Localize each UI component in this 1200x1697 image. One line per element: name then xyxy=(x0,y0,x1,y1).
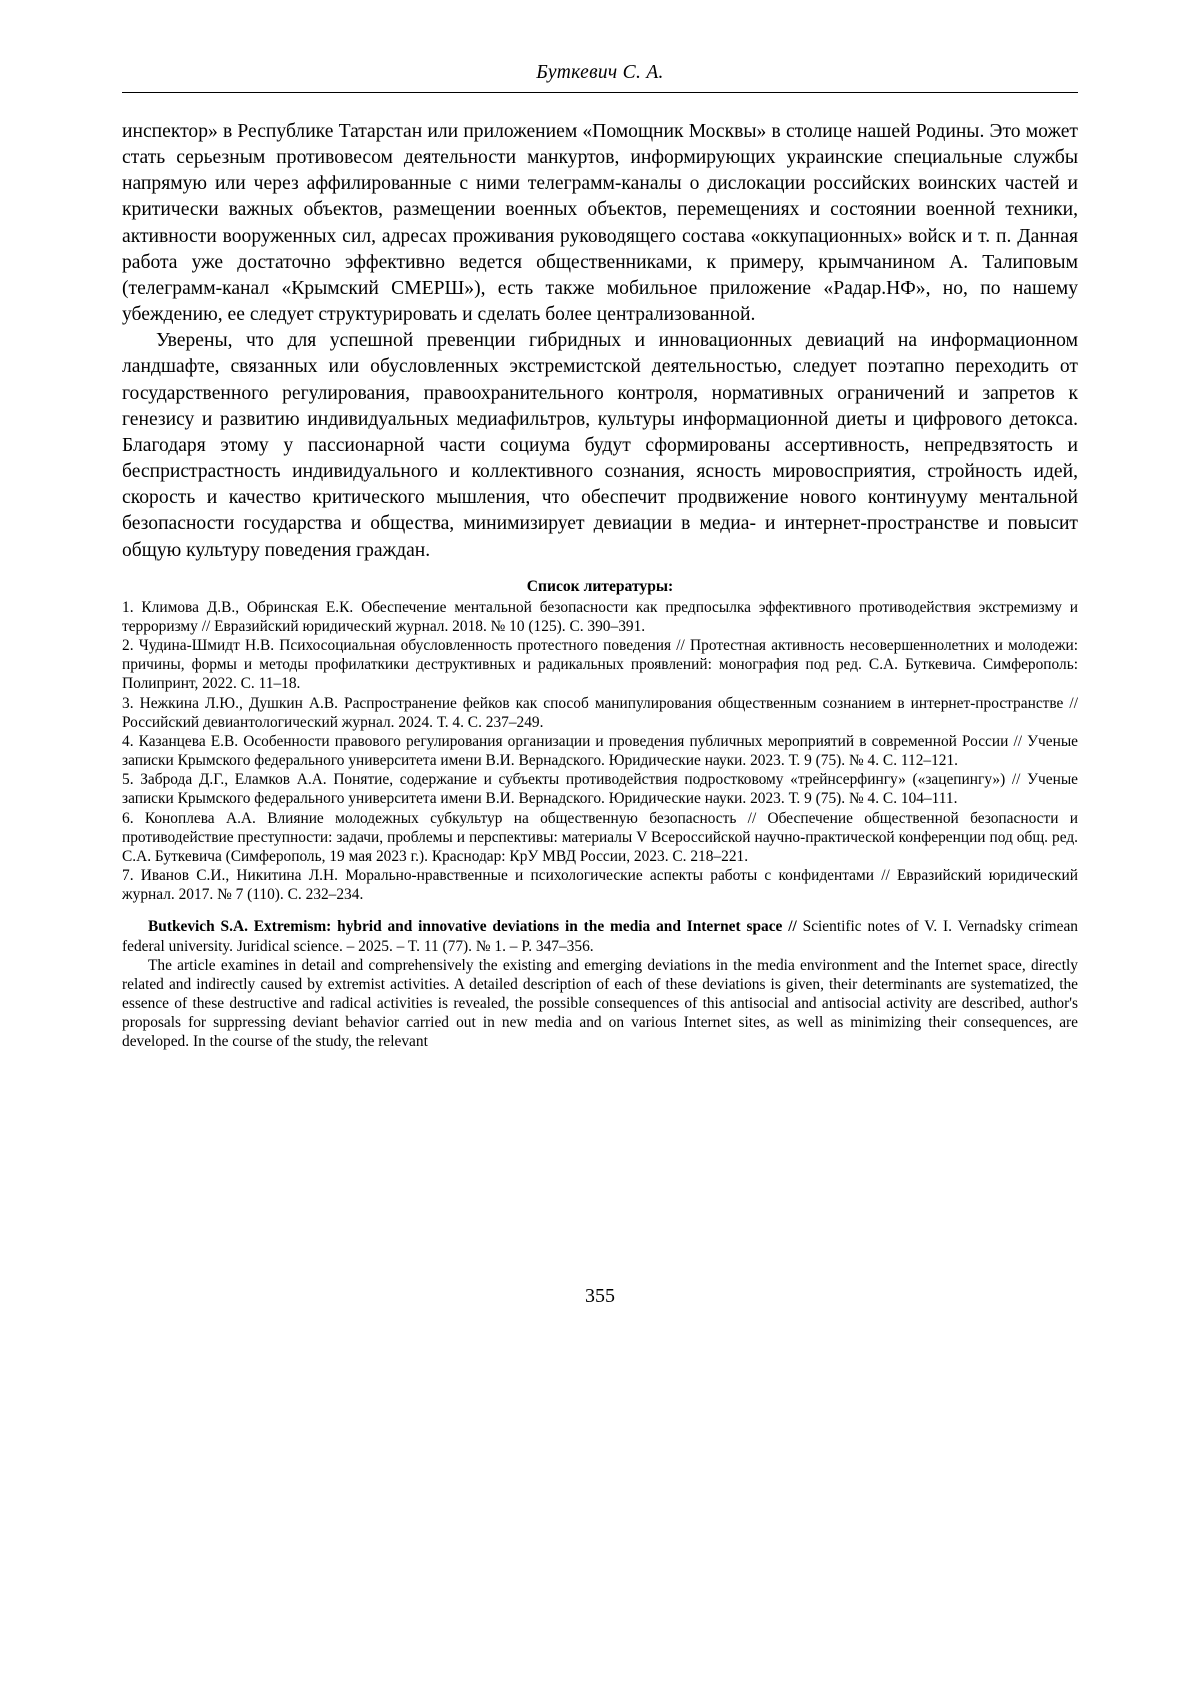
references-list xyxy=(122,598,1078,905)
english-abstract xyxy=(122,917,1078,1051)
body-text xyxy=(122,119,1078,564)
references-heading: Список литературы: xyxy=(526,577,674,595)
running-head: Буткевич С. А. xyxy=(536,62,664,83)
header-divider xyxy=(122,92,1078,93)
reference-item: 2. Чудина-Шмидт Н.В. Психосоциальная обусловленность протестного поведения // Протестная активность несовершеннолетних и молодежи: причины, формы и методы профилаткики деструктивных и радикальных проявлений: монография под ред. С.А. Буткевича. Симферополь: Полипринт, 2022. С. 11–18. xyxy=(122,637,1078,693)
paragraph: инспектор» в Республике Татарстан или приложением «Помощник Москвы» в столице нашей Родины. Это может стать серьезным противовесом деятельности манкуртов, информирующих украинские специальные службы напрямую или через аффилированные с ними телеграмм-каналы о дислокации российских воинских частей и критически важных объектов, размещении военных объектов, перемещениях и состоянии военной техники, активности вооруженных сил, адресах проживания руководящего состава «оккупационных» войск и т. п. Данная работа уже достаточно эффективно ведется общественниками, к примеру, крымчанином А. Талиповым (телеграмм-канал «Крымский СМЕРШ»), есть также мобильное приложение «Радар.НФ», но, по нашему убеждению, ее следует структурировать и сделать более централизованной. xyxy=(122,121,1078,326)
paragraph: Уверены, что для успешной превенции гибридных и инновационных девиаций на информационном ландшафте, связанных или обусловленных экстремистской деятельностью, следует поэтапно переходить от государственного регулирования, правоохранительного контроля, нормативных ограничений и запретов к генезису и развитию индивидуальных медиафильтров, культуры информационной диеты и цифрового детокса. Благодаря этому у пассионарной части социума будут сформированы ассертивность, непредвзятость и беспристрастность индивидуального и коллективного сознания, ясность мировосприятия, стройность идей, скорость и качество критического мышления, что обеспечит продвижение нового континууму ментальной безопасности государства и общества, минимизирует девиации в медиа- и интернет-пространстве и повысит общую культуру поведения граждан. xyxy=(122,330,1078,561)
reference-item: 5. Заброда Д.Г., Еламков А.А. Понятие, содержание и субъекты противодействия подростковому «трейнсерфингу» («зацепингу») // Ученые записки Крымского федерального университета имени В.И. Вернадского. Юридические науки. 2023. Т. 9 (75). № 4. С. 104–111. xyxy=(122,771,1078,808)
page-number: 355 xyxy=(585,1285,615,1307)
english-citation-bold: Butkevich S.A. Extremism: hybrid and innovative deviations in the media and Internet space // xyxy=(148,918,797,936)
reference-item: 4. Казанцева Е.В. Особенности правового регулирования организации и проведения публичных мероприятий в современной России // Ученые записки Крымского федерального университета имени В.И. Вернадского. Юридические науки. 2023. Т. 9 (75). № 4. С. 112–121. xyxy=(122,732,1078,770)
english-citation xyxy=(122,917,1078,955)
reference-item: 7. Иванов С.И., Никитина Л.Н. Морально-нравственные и психологические аспекты работы с конфидентами // Евразийский юридический журнал. 2017. № 7 (110). С. 232–234. xyxy=(122,867,1078,904)
reference-item: 1. Климова Д.В., Обринская Е.К. Обеспечение ментальной безопасности как предпосылка эффективного противодействия экстремизму и терроризму // Евразийский юридический журнал. 2018. № 10 (125). С. 390–391. xyxy=(122,598,1078,635)
english-citation-rest: Scientific notes of V. I. Vernadsky crimean federal university. Juridical science. – 2025. – T. 11 (77). № 1. – P. 347–356. xyxy=(122,918,1078,955)
reference-item: 3. Нежкина Л.Ю., Душкин А.В. Распространение фейков как способ манипулирования общественным сознанием в интернет-пространстве // Российский девиантологический журнал. 2024. Т. 4. С. 237–249. xyxy=(122,694,1078,731)
reference-item: 6. Коноплева А.А. Влияние молодежных субкультур на общественную безопасность // Обеспечение общественной безопасности и противодействие преступности: задачи, проблемы и перспективы: материалы V Всероссийской научно-практической конференции под общ. ред. С.А. Буткевича (Симферополь, 19 мая 2023 г.). Краснодар: КрУ МВД России, 2023. С. 218–221. xyxy=(122,809,1078,865)
english-abstract-body: The article examines in detail and comprehensively the existing and emerging deviations in the media environment and the Internet space, directly related and indirectly caused by extremist activities. A detailed description of each of these deviations is given, their determinants are systematized, the essence of these destructive and radical activities is revealed, the possible consequences of this antisocial and antisocial activity are described, author's proposals for suppressing deviant behavior carried out in new media and on various Internet sites, as well as minimizing their consequences, are developed. In the course of the study, the relevant xyxy=(122,956,1078,1051)
